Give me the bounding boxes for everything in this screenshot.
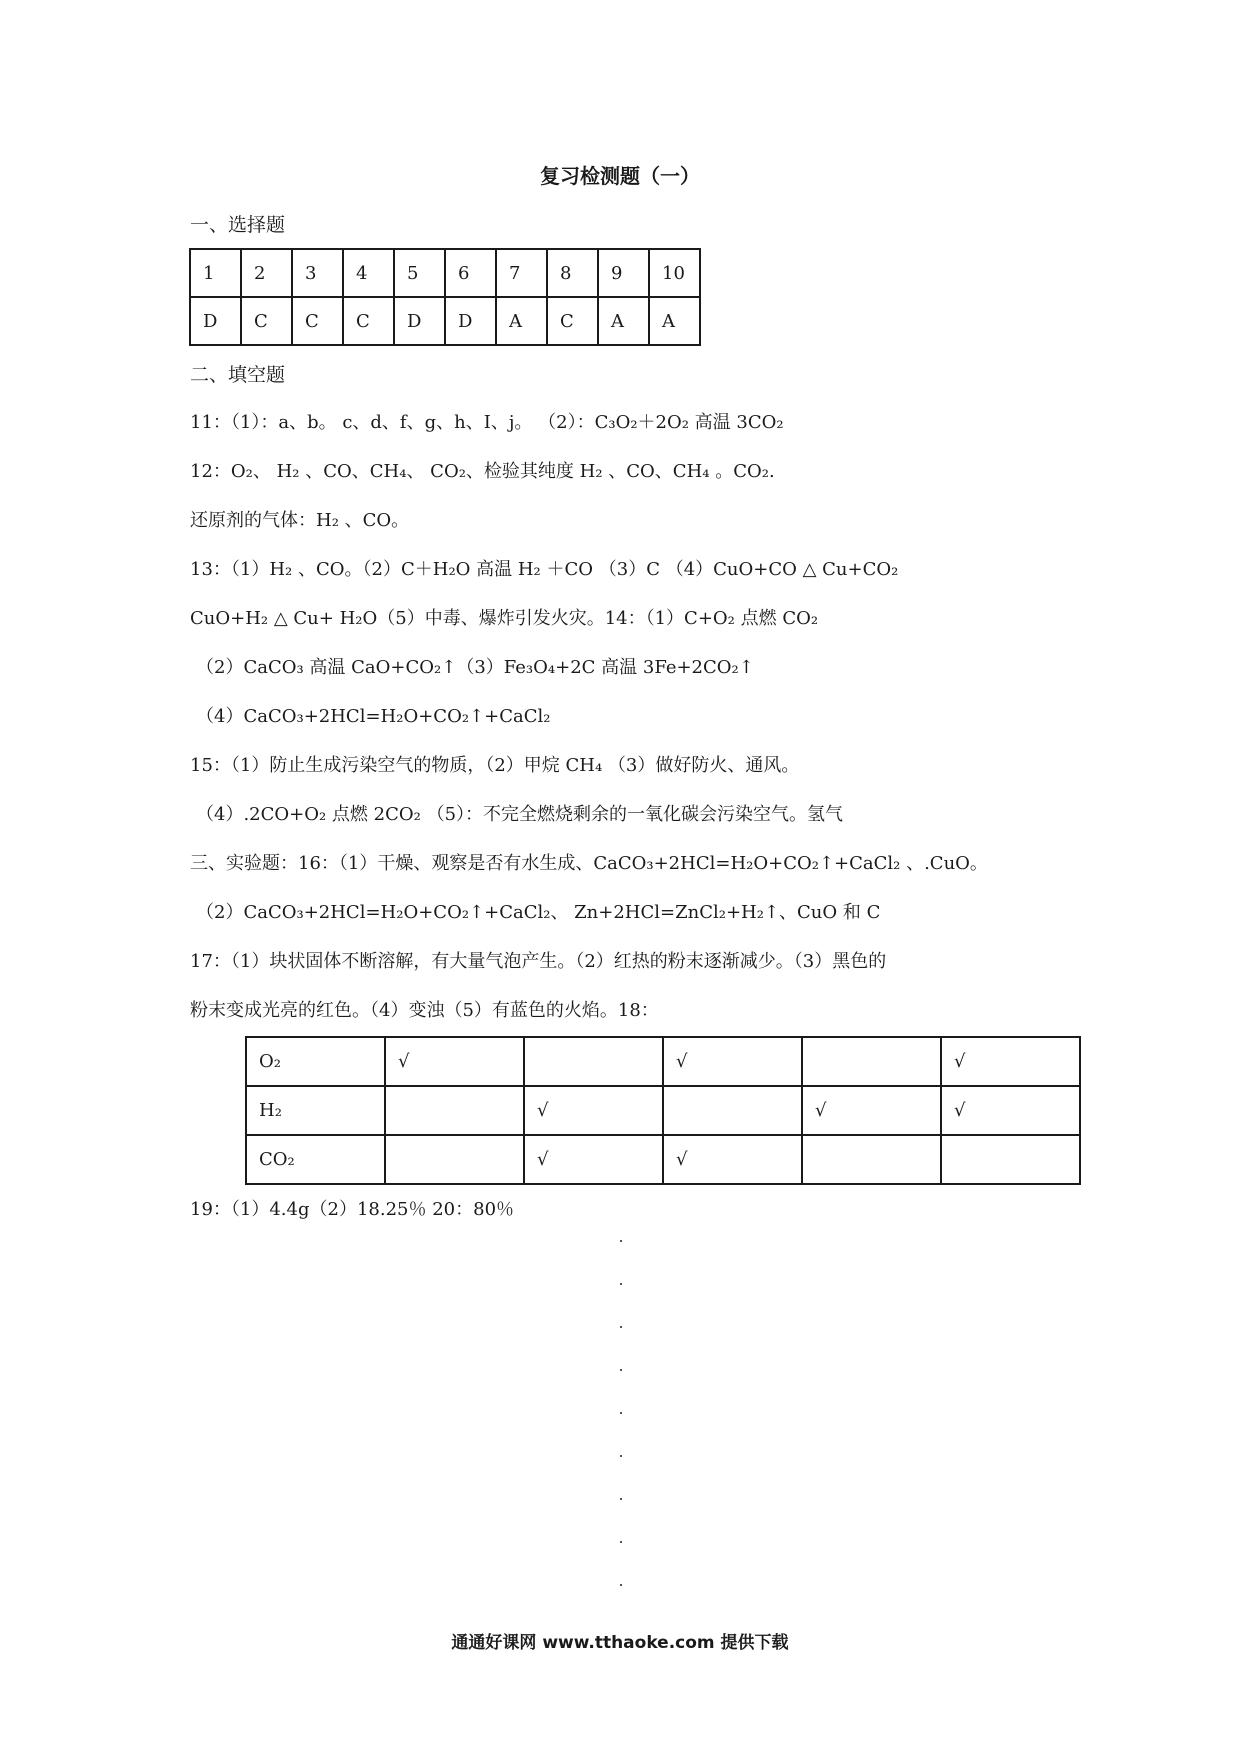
- table-cell: [802, 1135, 941, 1184]
- answer-line: 12：O₂、 H₂ 、CO、CH₄、 CO₂、检验其纯度 H₂ 、CO、CH₄ 。CO₂.: [190, 461, 775, 482]
- table-cell: 7: [496, 249, 547, 297]
- table-cell: [663, 1086, 802, 1135]
- table-cell: √: [663, 1135, 802, 1184]
- table-cell: D: [394, 297, 445, 345]
- table-cell: √: [941, 1037, 1080, 1086]
- answer-line: （4）CaCO₃+2HCl=H₂O+CO₂↑+CaCl₂: [196, 706, 551, 727]
- answer-line: 15：（1）防止生成污染空气的物质，（2）甲烷 CH₄ （3）做好防火、通风。: [190, 755, 800, 776]
- table-cell: √: [663, 1037, 802, 1086]
- table-row: [190, 297, 700, 345]
- table-cell: [524, 1037, 663, 1086]
- table-cell: 4: [343, 249, 394, 297]
- answer-line: 粉末变成光亮的红色。（4）变浊（5）有蓝色的火焰。18：: [190, 1000, 659, 1021]
- table-cell: A: [496, 297, 547, 345]
- document-title: 复习检测题（一）: [540, 164, 700, 188]
- table-cell: √: [524, 1135, 663, 1184]
- answer-line: （2）CaCO₃ 高温 CaO+CO₂↑（3）Fe₃O₄+2C 高温 3Fe+2CO₂↑: [196, 657, 754, 678]
- answer-line: 还原剂的气体：H₂ 、CO。: [190, 510, 410, 531]
- table-cell: A: [598, 297, 649, 345]
- table-cell: √: [385, 1037, 524, 1086]
- table-cell: D: [445, 297, 496, 345]
- table-cell: 6: [445, 249, 496, 297]
- table-cell: √: [802, 1086, 941, 1135]
- answer-line: （4）.2CO+O₂ 点燃 2CO₂ （5）：不完全燃烧剩余的一氧化碳会污染空气。氢气: [196, 804, 844, 825]
- answer-line: （2）CaCO₃+2HCl=H₂O+CO₂↑+CaCl₂、 Zn+2HCl=ZnCl₂+H₂↑、CuO 和 C: [196, 902, 881, 923]
- section-heading-fill: 二、填空题: [190, 364, 286, 386]
- table-cell: [941, 1135, 1080, 1184]
- table-cell: 3: [292, 249, 343, 297]
- gas-property-table: [245, 1036, 1081, 1185]
- table-row: [246, 1135, 1080, 1184]
- answer-line: 11：（1）：a、b。 c、d、f、g、h、I、j。 （2）：C₃O₂＋2O₂ 高温 3CO₂: [190, 412, 784, 433]
- answer-line: CuO+H₂ △ Cu+ H₂O（5）中毒、爆炸引发火灾。14：（1）C+O₂ 点燃 CO₂: [190, 608, 819, 629]
- answer-line: 13：（1）H₂ 、CO。（2）C＋H₂O 高温 H₂ ＋CO （3）C （4）CuO+CO △ Cu+CO₂: [190, 559, 899, 580]
- table-cell: √: [524, 1086, 663, 1135]
- table-cell: [802, 1037, 941, 1086]
- table-cell: A: [649, 297, 700, 345]
- footer-credit: 通通好课网 www.tthaoke.com 提供下载: [451, 1633, 789, 1653]
- answer-line: 三、实验题：16：（1）干燥、观察是否有水生成、CaCO₃+2HCl=H₂O+CO₂↑+CaCl₂ 、.CuO。: [190, 853, 988, 874]
- choice-answer-table: [189, 248, 701, 346]
- table-cell: O₂: [246, 1037, 385, 1086]
- table-cell: D: [190, 297, 241, 345]
- table-cell: C: [241, 297, 292, 345]
- table-cell: 8: [547, 249, 598, 297]
- table-cell: 10: [649, 249, 700, 297]
- table-cell: 5: [394, 249, 445, 297]
- answer-line: 19：（1）4.4g（2）18.25％ 20：80％: [190, 1199, 515, 1220]
- table-cell: CO₂: [246, 1135, 385, 1184]
- table-row: [246, 1086, 1080, 1135]
- table-cell: 9: [598, 249, 649, 297]
- table-row: [190, 249, 700, 297]
- table-row: [246, 1037, 1080, 1086]
- table-cell: C: [292, 297, 343, 345]
- table-cell: [385, 1135, 524, 1184]
- section-heading-choice: 一、选择题: [190, 214, 286, 236]
- table-cell: C: [547, 297, 598, 345]
- answer-line: 17：（1）块状固体不断溶解，有大量气泡产生。（2）红热的粉末逐渐减少。（3）黑色的: [190, 951, 887, 972]
- table-cell: 1: [190, 249, 241, 297]
- table-cell: [385, 1086, 524, 1135]
- table-cell: H₂: [246, 1086, 385, 1135]
- table-cell: 2: [241, 249, 292, 297]
- table-cell: C: [343, 297, 394, 345]
- table-cell: √: [941, 1086, 1080, 1135]
